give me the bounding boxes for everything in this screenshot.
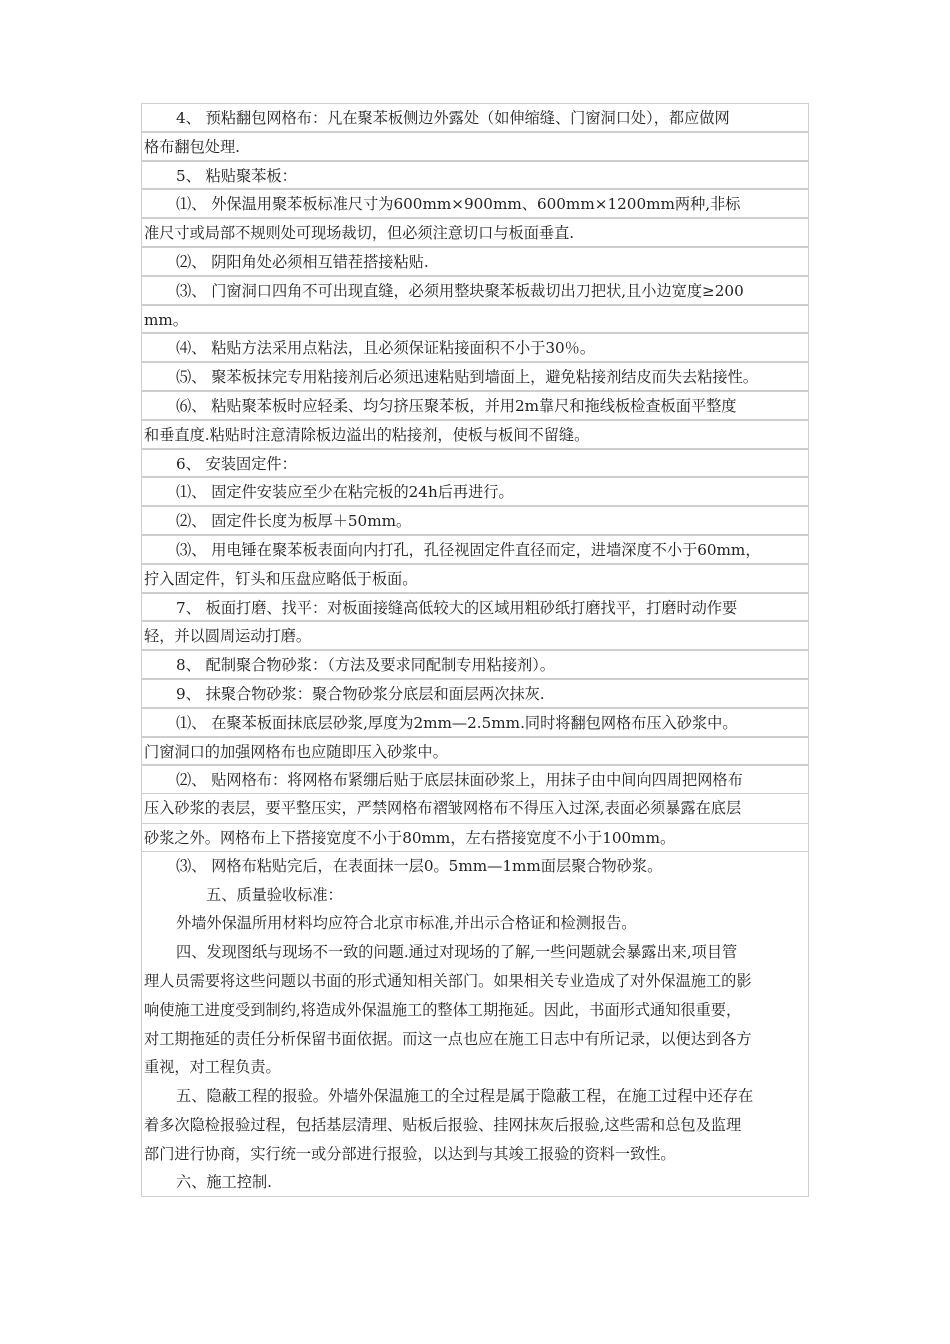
text-line: 部门进行协商，实行统一或分部进行报验，以达到与其竣工报验的资料一致性。 <box>141 1140 809 1169</box>
text-line: 6、 安装固定件： <box>141 449 809 478</box>
text-line: ⑴、 固定件安装应至少在粘完板的24h后再进行。 <box>141 477 809 506</box>
text-line: 五、隐蔽工程的报验。外墙外保温施工的全过程是属于隐蔽工程，在施工过程中还存在 <box>141 1082 809 1111</box>
text-line: ⑹、 粘贴聚苯板时应轻柔、均匀挤压聚苯板，并用2m靠尺和拖线板检查板面平整度 <box>141 391 809 420</box>
text-line: 外墙外保温所用材料均应符合北京市标准,并出示合格证和检测报告。 <box>141 909 809 938</box>
text-line: 拧入固定件，钉头和压盘应略低于板面。 <box>141 564 809 593</box>
text-line: 8、 配制聚合物砂浆：（方法及要求同配制专用粘接剂）。 <box>141 650 809 679</box>
text-line: ⑶、 网格布粘贴完后，在表面抹一层0。5mm—1mm面层聚合物砂浆。 <box>141 852 809 881</box>
text-line: ⑸、 聚苯板抹完专用粘接剂后必须迅速粘贴到墙面上，避免粘接剂结皮而失去粘接性。 <box>141 362 809 391</box>
text-line: 轻，并以圆周运动打磨。 <box>141 621 809 650</box>
text-line: ⑵、 贴网格布：将网格布紧绷后贴于底层抹面砂浆上，用抹子由中间向四周把网格布 <box>141 765 809 794</box>
text-line: 准尺寸或局部不规则处可现场裁切，但必须注意切口与板面垂直. <box>141 218 809 247</box>
text-line: ⑷、 粘贴方法采用点粘法，且必须保证粘接面积不小于30％。 <box>141 333 809 362</box>
text-line: 着多次隐检报验过程，包括基层清理、贴板后报验、挂网抹灰后报验,这些需和总包及监理 <box>141 1111 809 1140</box>
text-line: 压入砂浆的表层，要平整压实，严禁网格布褶皱网格布不得压入过深,表面必须暴露在底层 <box>141 794 809 823</box>
text-line: 格布翻包处理. <box>141 132 809 161</box>
text-line: 9、 抹聚合物砂浆：聚合物砂浆分底层和面层两次抹灰. <box>141 679 809 708</box>
text-line: ⑵、 固定件长度为板厚＋50mm。 <box>141 506 809 535</box>
text-line: 5、 粘贴聚苯板： <box>141 161 809 190</box>
text-line: ⑶、 门窗洞口四角不可出现直缝，必须用整块聚苯板裁切出刀把状,且小边宽度≥200 <box>141 276 809 305</box>
text-line: 四、发现图纸与现场不一致的问题.通过对现场的了解,一些问题就会暴露出来,项目管 <box>141 938 809 967</box>
text-line: ⑴、 在聚苯板面抹底层砂浆,厚度为2mm—2.5mm.同时将翻包网格布压入砂浆中。 <box>141 708 809 737</box>
text-line: 门窗洞口的加强网格布也应随即压入砂浆中。 <box>141 737 809 766</box>
document-body <box>141 103 809 1197</box>
text-line: 4、 预粘翻包网格布：凡在聚苯板侧边外露处（如伸缩缝、门窗洞口处），都应做网 <box>141 103 809 132</box>
text-line: 砂浆之外。网格布上下搭接宽度不小于80mm，左右搭接宽度不小于100mm。 <box>141 823 809 852</box>
text-line: 理人员需要将这些问题以书面的形式通知相关部门。如果相关专业造成了对外保温施工的影 <box>141 967 809 996</box>
text-line: 五、质量验收标准： <box>141 881 809 910</box>
text-line: 7、 板面打磨、找平：对板面接缝高低较大的区域用粗砂纸打磨找平，打磨时动作要 <box>141 593 809 622</box>
text-line: ⑵、 阴阳角处必须相互错茬搭接粘贴. <box>141 247 809 276</box>
text-line: ⑴、 外保温用聚苯板标准尺寸为600mm×900mm、600mm×1200mm两种,非标 <box>141 189 809 218</box>
text-line: 重视，对工程负责。 <box>141 1053 809 1082</box>
text-line: 对工期拖延的责任分析保留书面依据。而这一点也应在施工日志中有所记录，以便达到各方 <box>141 1025 809 1054</box>
text-line: 和垂直度.粘贴时注意清除板边溢出的粘接剂，使板与板间不留缝。 <box>141 420 809 449</box>
text-line: 响使施工进度受到制约,将造成外保温施工的整体工期拖延。因此，书面形式通知很重要， <box>141 996 809 1025</box>
text-line: ⑶、 用电锤在聚苯板表面向内打孔，孔径视固定件直径而定，进墙深度不小于60mm， <box>141 535 809 564</box>
text-line: mm。 <box>141 305 809 334</box>
text-line: 六、施工控制. <box>141 1168 809 1197</box>
